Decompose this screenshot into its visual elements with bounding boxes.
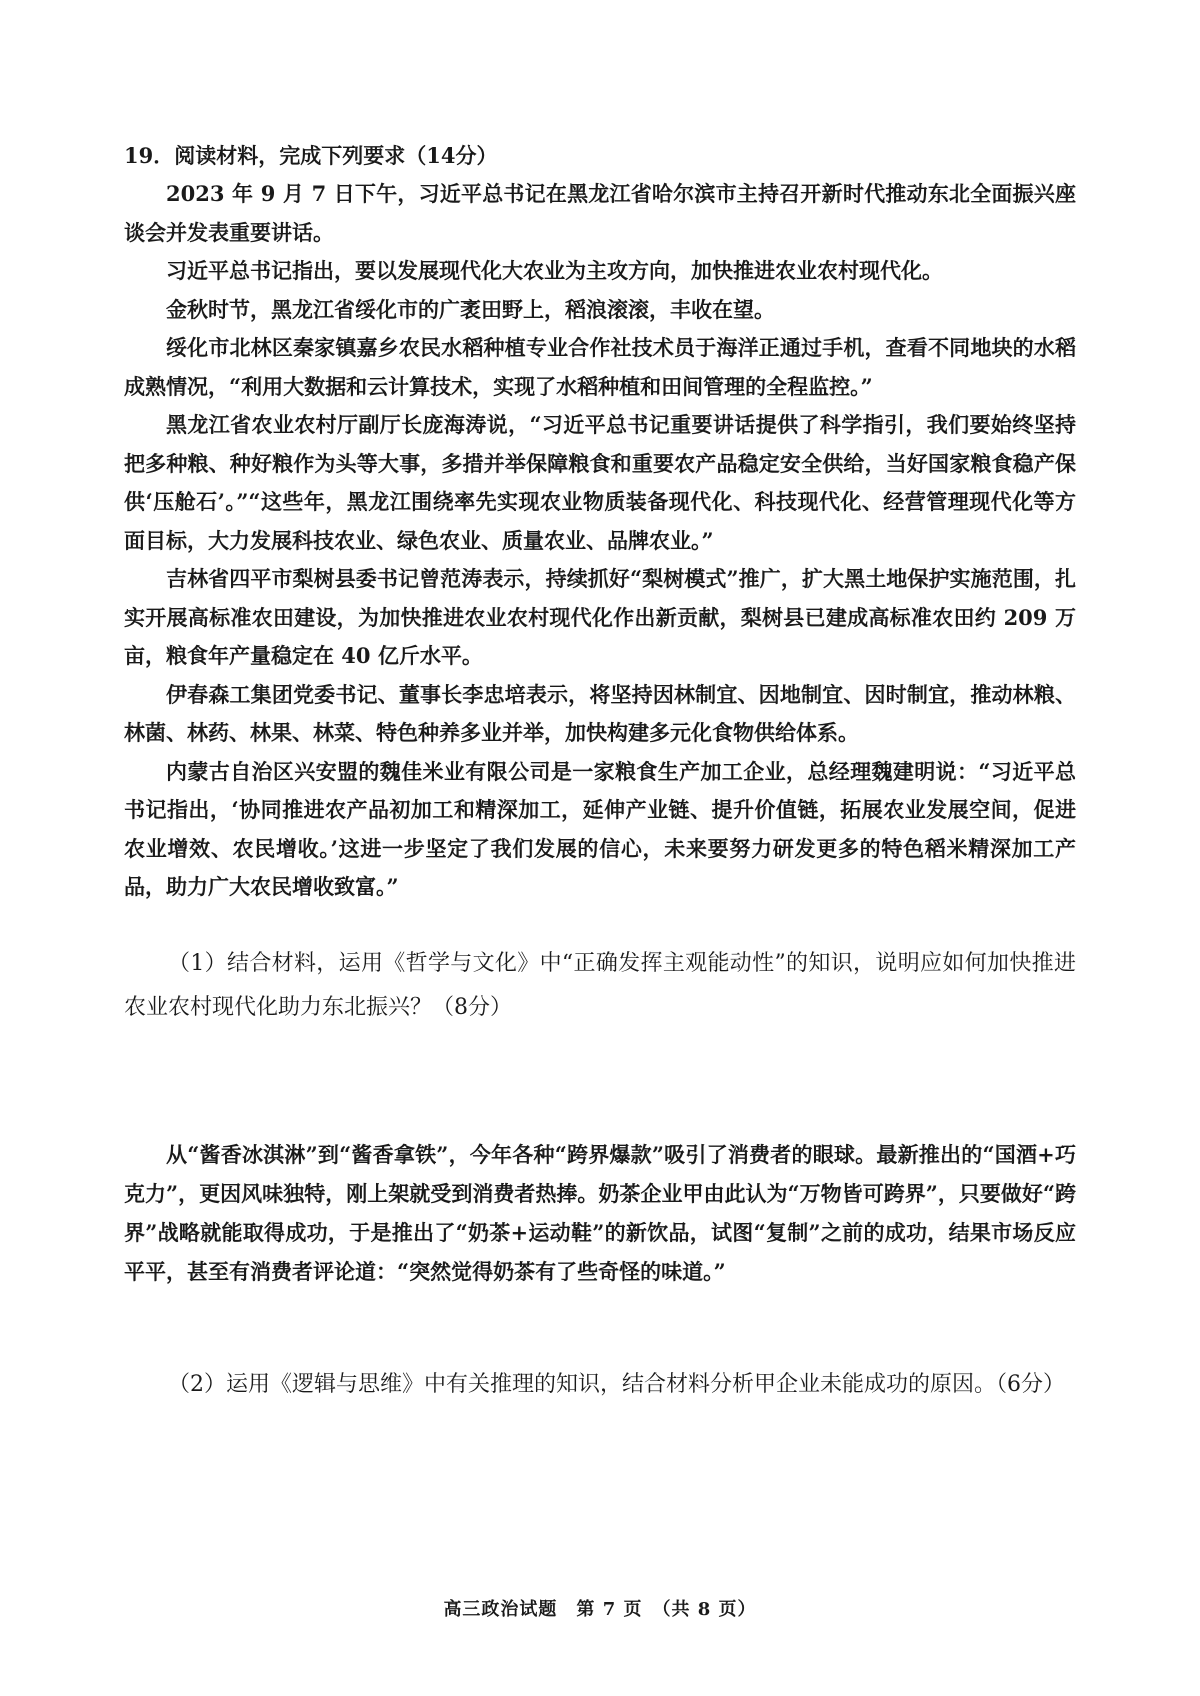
sub-question-1: （1）结合材料，运用《哲学与文化》中“正确发挥主观能动性”的知识，说明应如何加快推进农业农村现代化助力东北振兴？（8分） [124,951,1076,1020]
material-paragraph: 内蒙古自治区兴安盟的魏佳米业有限公司是一家粮食生产加工企业，总经理魏建明说：“习近平总书记指出，‘协同推进农产品初加工和精深加工，延伸产业链、提升价值链，拓展农业发展空间，促进农业增效、农民增收。’这进一步坚定了我们发展的信心，未来要努力研发更多的特色稻米精深加工产品，助力广大农民增收致富。” [124,758,1076,899]
sub-question-2: （2）运用《逻辑与思维》中有关推理的知识，结合材料分析甲企业未能成功的原因。（6分） [168,1372,1065,1397]
material-1 [124,175,1076,907]
material-paragraph: 吉林省四平市梨树县委书记曾范涛表示，持续抓好“梨树模式”推广，扩大黑土地保护实施范围，扎实开展高标准农田建设，为加快推进农业农村现代化作出新贡献，梨树县已建成高标准农田约 209 万亩，粮食年产量稳定在 40 亿斤水平。 [124,566,1076,668]
material-paragraph: 黑龙江省农业农村厅副厅长庞海涛说，“习近平总书记重要讲话提供了科学指引，我们要始终坚持把多种粮、种好粮作为头等大事，多措并举保障粮食和重要农产品稳定安全供给，当好国家粮食稳产保供‘压舱石’。”“这些年，黑龙江围绕率先实现农业物质装备现代化、科技现代化、经营管理现代化等方面目标，大力发展科技农业、绿色农业、质量农业、品牌农业。” [124,412,1076,553]
material-paragraph: 金秋时节，黑龙江省绥化市的广袤田野上，稻浪滚滚，丰收在望。 [166,296,775,322]
material-paragraph: 绥化市北林区秦家镇嘉乡农民水稻种植专业合作社技术员于海洋正通过手机，查看不同地块的水稻成熟情况，“利用大数据和云计算技术，实现了水稻种植和田间管理的全程监控。” [124,335,1076,399]
material-paragraph: 习近平总书记指出，要以发展现代化大农业为主攻方向，加快推进农业农村现代化。 [166,258,943,283]
material-paragraph: 从“酱香冰淇淋”到“酱香拿铁”，今年各种“跨界爆款”吸引了消费者的眼球。最新推出的“国酒+巧克力”，更因风味独特，刚上架就受到消费者热捧。奶茶企业甲由此认为“万物皆可跨界”，只要做好“跨界”战略就能取得成功，于是推出了“奶茶+运动鞋”的新饮品，试图“复制”之前的成功，结果市场反应平平，甚至有消费者评论道：“突然觉得奶茶有了些奇怪的味道。” [124,1142,1076,1284]
material-paragraph: 伊春森工集团党委书记、董事长李忠培表示，将坚持因林制宜、因地制宜、因时制宜，推动林粮、林菌、林药、林果、林菜、特色种养多业并举，加快构建多元化食物供给体系。 [124,681,1076,745]
material-2 [124,1135,1076,1291]
page-footer: 高三政治试题 第 7 页 （共 8 页） [443,1599,757,1620]
material-paragraph: 2023 年 9 月 7 日下午，习近平总书记在黑龙江省哈尔滨市主持召开新时代推动东北全面振兴座谈会并发表重要讲话。 [124,181,1076,245]
question-header: 19．阅读材料，完成下列要求（14分） [124,143,498,168]
